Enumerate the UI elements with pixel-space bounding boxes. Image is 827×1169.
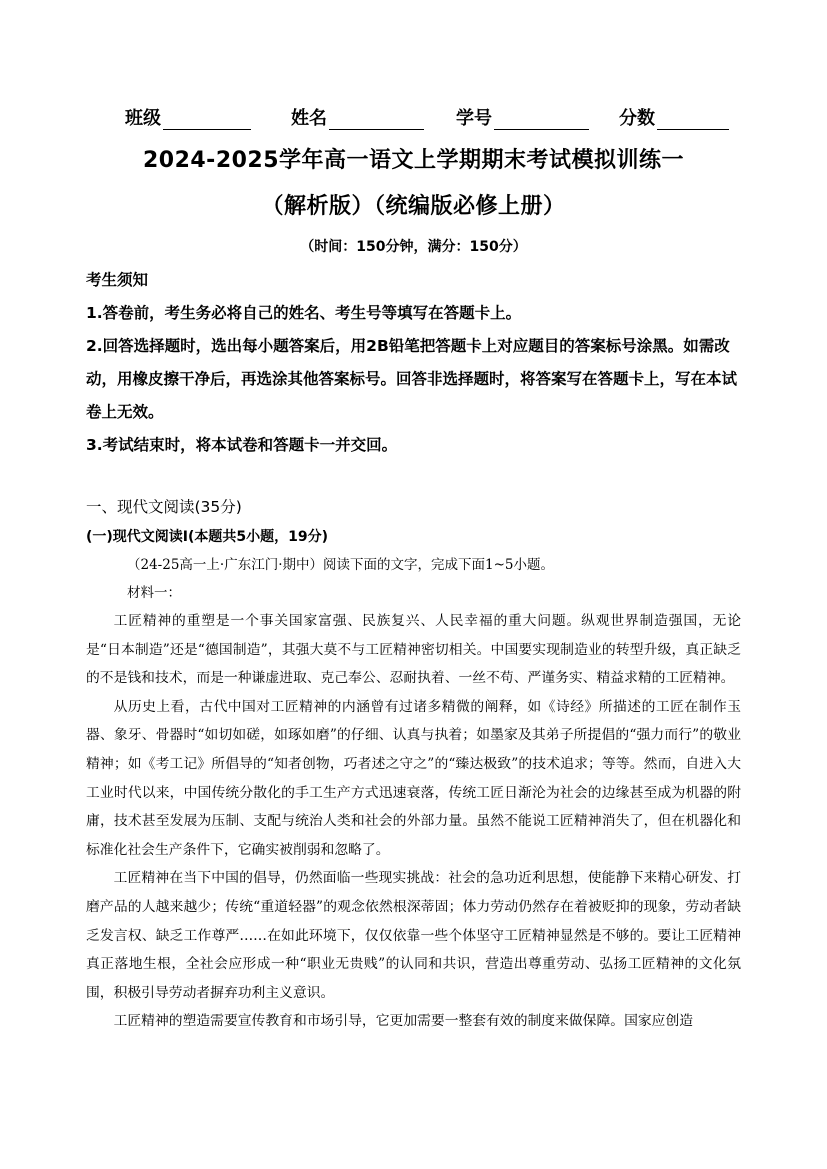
student-info-fields <box>125 100 745 130</box>
exam-title-line1: 2024-2025学年高一语文上学期期末考试模拟训练一 <box>142 148 685 173</box>
name-blank[interactable] <box>329 109 424 130</box>
class-blank[interactable] <box>163 109 251 130</box>
name-field[interactable] <box>291 104 424 130</box>
score-label: 分数 <box>619 108 655 129</box>
name-label: 姓名 <box>291 108 327 129</box>
notice-item-1: 1.答卷前，考生务必将自己的姓名、考生号等填写在答题卡上。 <box>86 304 522 322</box>
time-and-score-note: （时间：150分钟，满分：150分） <box>300 239 527 255</box>
reading-passage <box>86 607 741 1036</box>
subsection-title: (一)现代文阅读Ⅰ(本题共5小题，19分) <box>86 529 329 545</box>
material-label: 材料一： <box>127 585 181 601</box>
class-label: 班级 <box>125 108 161 129</box>
passage-paragraph: 工匠精神的塑造需要宣传教育和市场引导，它更加需要一整套有效的制度来做保障。国家应创造 <box>113 1013 694 1030</box>
passage-paragraph: 工匠精神在当下中国的倡导，仍然面临一些现实挑战：社会的急功近利思想，使能静下来精心研发、打磨产品的人越来越少；传统“重道轻器”的观念依然根深蒂固；体力劳动仍然存在着被贬抑的现象，劳动者缺乏发言权、缺乏工作尊严……在如此环境下，仅仅依靠一些个体坚守工匠精神显然是不够的。要让工匠精神真正落地生根，全社会应形成一种“职业无贵贱”的认同和共识，营造出尊重劳动、弘扬工匠精神的文化氛围，积极引导劳动者摒弃功利主义意识。 <box>86 870 741 1001</box>
exam-title-line2: （解析版）（统编版必修上册） <box>261 194 566 219</box>
student-id-blank[interactable] <box>494 109 589 130</box>
score-blank[interactable] <box>657 109 729 130</box>
passage-paragraph: 从历史上看，古代中国对工匠精神的内涵曾有过诸多精微的阐释，如《诗经》所描述的工匠在制作玉器、象牙、骨器时“如切如磋，如琢如磨”的仔细、认真与执着；如墨家及其弟子所提倡的“强力而行”的敬业精神；如《考工记》所倡导的“知者创物，巧者述之守之”的“臻达极致”的技术追求；等等。然而，自进入大工业时代以来，中国传统分散化的手工生产方式迅速衰落，传统工匠日渐沦为社会的边缘甚至成为机器的附庸，技术甚至发展为压制、支配与统治人类和社会的外部力量。虽然不能说工匠精神消失了，但在机器化和标准化社会生产条件下，它确实被削弱和忽略了。 <box>86 698 741 858</box>
score-field[interactable] <box>619 104 729 130</box>
student-id-field[interactable] <box>456 104 589 130</box>
notice-heading: 考生须知 <box>86 271 149 289</box>
question-source: （24-25高一上·广东江门·期中）阅读下面的文字，完成下面1~5小题。 <box>127 557 554 573</box>
class-field[interactable] <box>125 104 251 130</box>
passage-paragraph: 工匠精神的重塑是一个事关国家富强、民族复兴、人民幸福的重大问题。纵观世界制造强国，无论是“日本制造”还是“德国制造”，其强大莫不与工匠精神密切相关。中国要实现制造业的转型升级，真正缺乏的不是钱和技术，而是一种谦虚进取、克己奉公、忍耐执着、一丝不苟、严谨务实、精益求精的工匠精神。 <box>86 613 741 687</box>
section-title: 一、现代文阅读(35分) <box>86 498 242 516</box>
notice-item-2: 2.回答选择题时，选出每小题答案后，用2B铅笔把答题卡上对应题目的答案标号涂黑。如需改动，用橡皮擦干净后，再选涂其他答案标号。回答非选择题时，将答案写在答题卡上，写在本试卷上无效。 <box>86 337 738 421</box>
notice-item-3: 3.考试结束时，将本试卷和答题卡一并交回。 <box>86 436 398 454</box>
student-id-label: 学号 <box>456 108 492 129</box>
